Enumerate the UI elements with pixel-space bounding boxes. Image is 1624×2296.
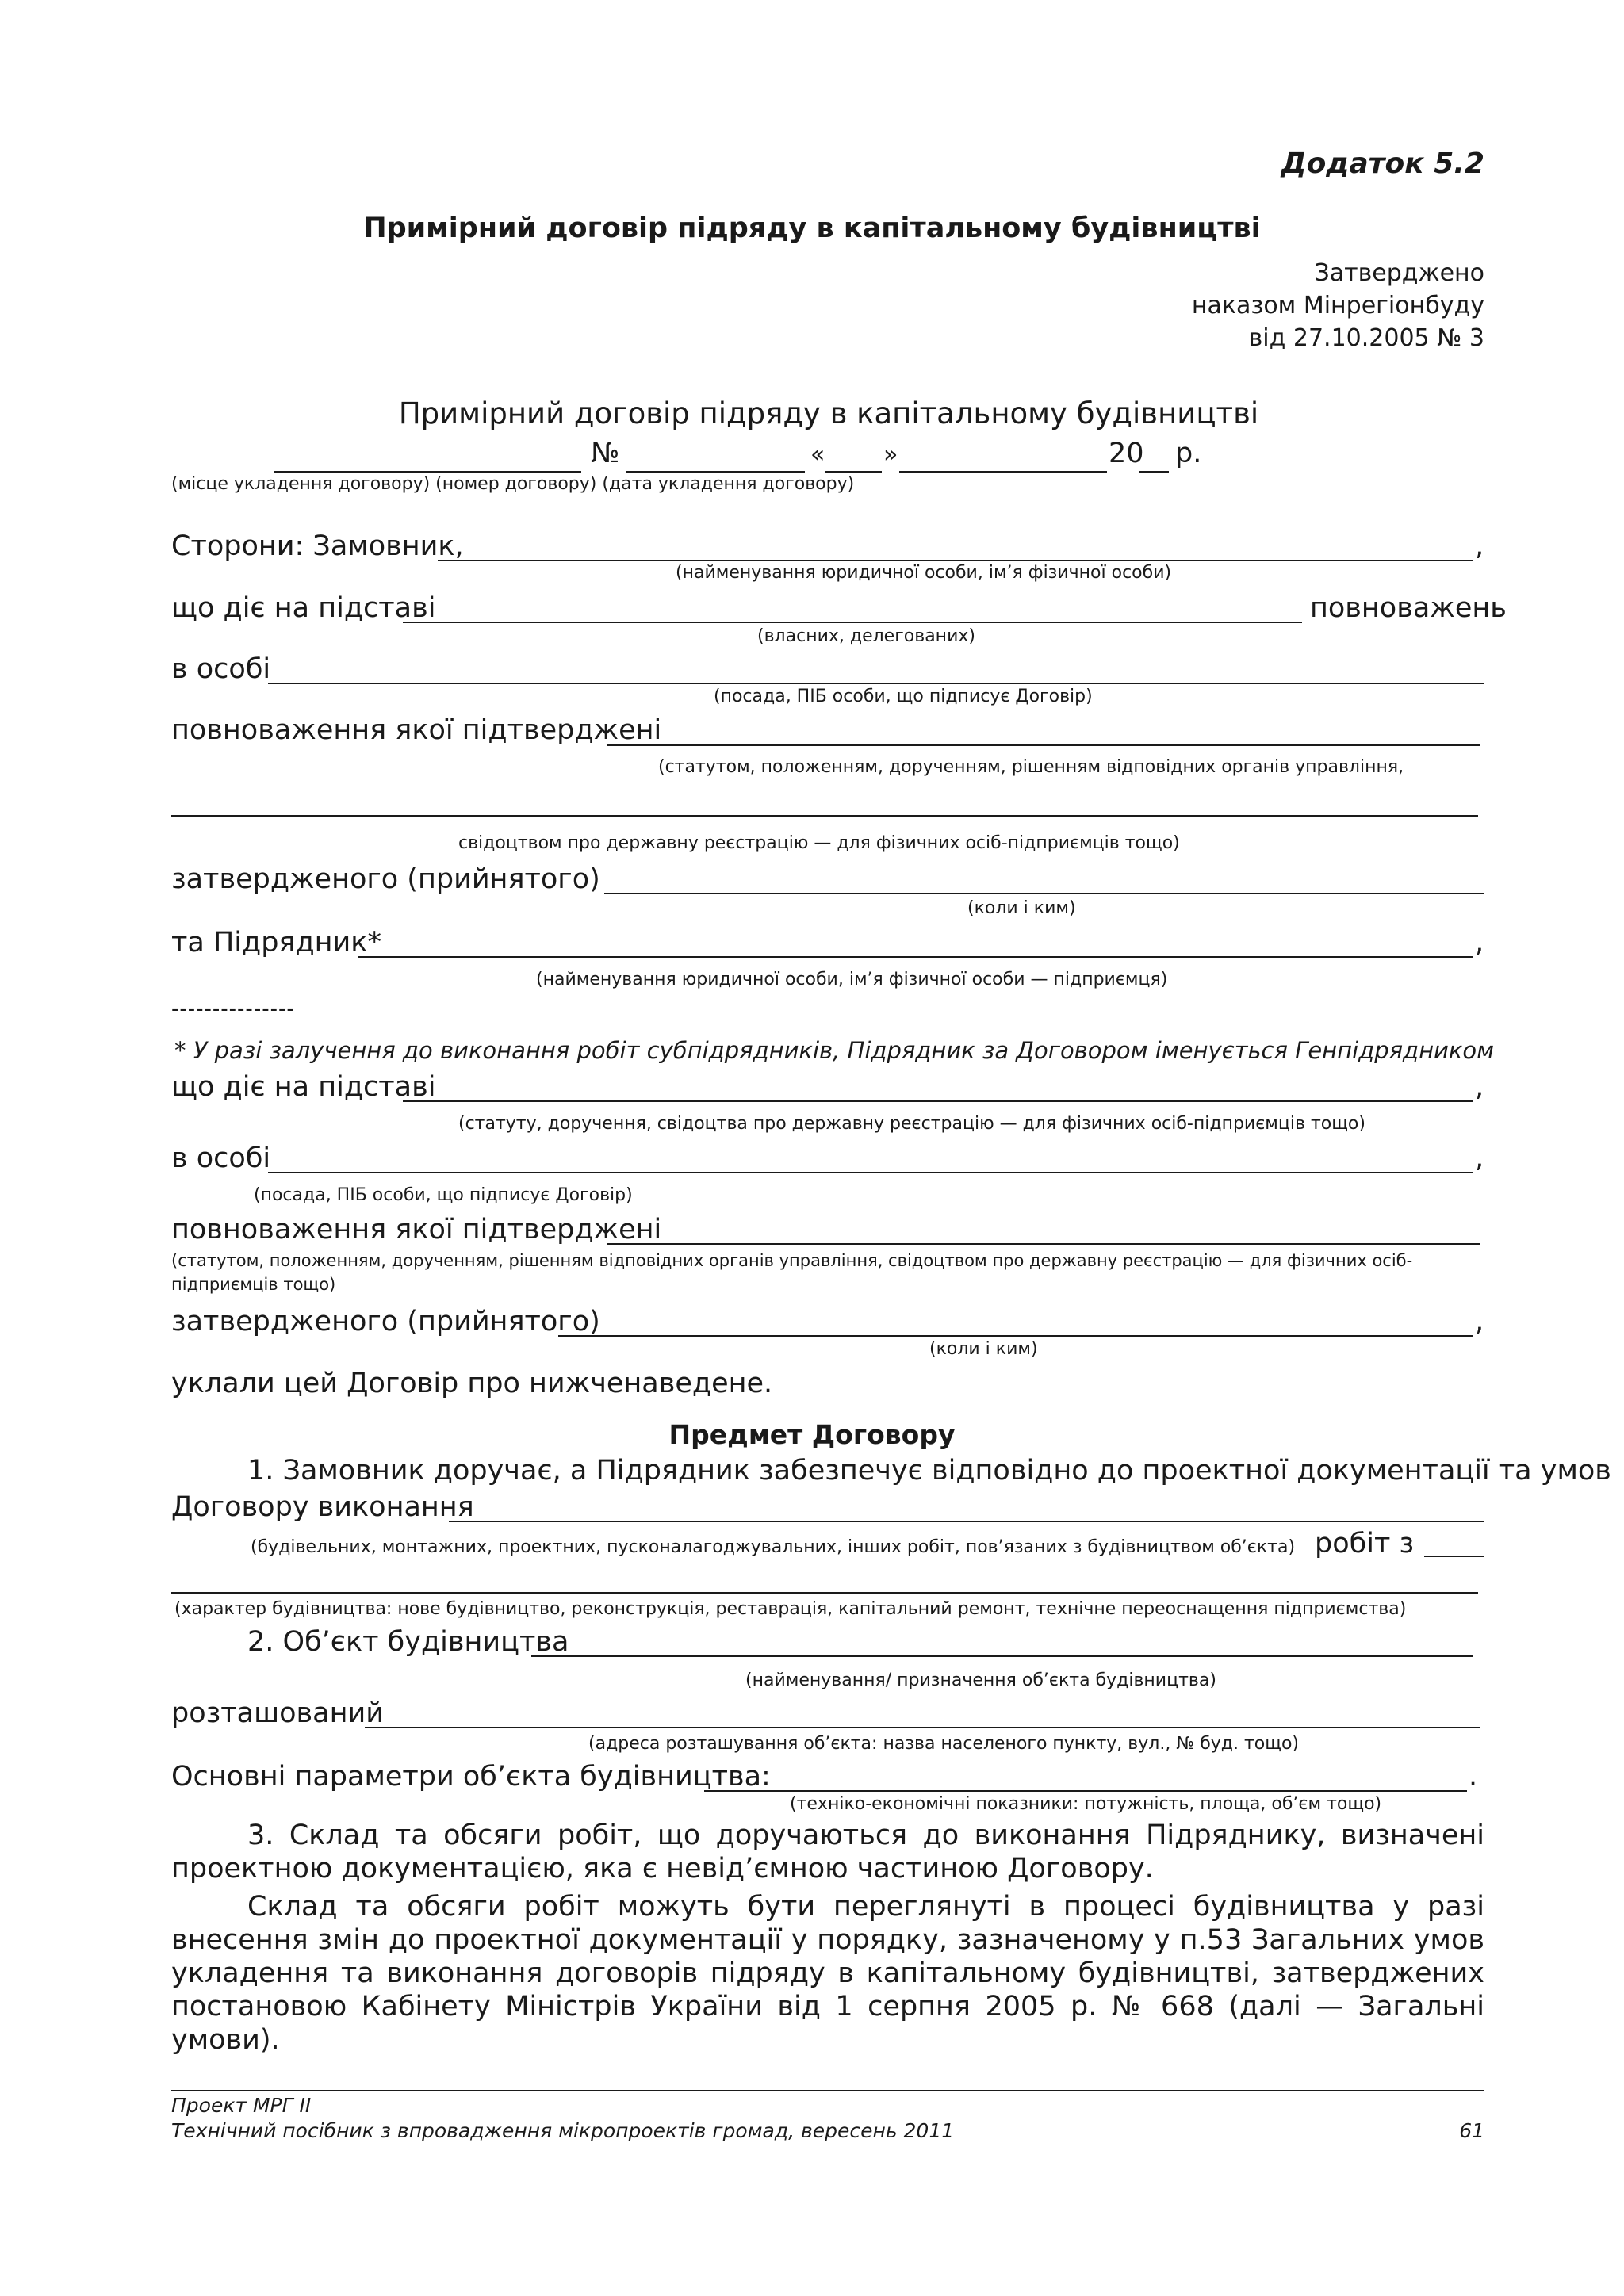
paragraph-4: Склад та обсяги робіт можуть бути переглянуті в процесі будівництва у разі внесення змін до проектної документації у порядку, зазначеному у п.53 Загальних умов укладення та виконання договорів підряду в капітальному будівництві, затверджених постановою Кабінету Міністрів України від 1 серпня 2005 р. № 668 (далі — Загальні умови). [171,1891,1484,2056]
place-blank [274,471,581,473]
contractor-basis-caption: (статуту, доручення, свідоцтва про державну реєстрацію — для фізичних осіб-підприємців тощо) [458,1114,1365,1134]
customer-approved-label: затвердженого (прийнятого) [171,863,600,895]
works-suffix: робіт з [1315,1528,1415,1559]
footer-manual: Технічний посібник з впровадження мікропроектів громад, вересень 2011 [171,2119,955,2142]
object-caption: (найменування/ призначення об’єкта будівництва) [745,1670,1216,1690]
customer-authority-blank-2 [171,815,1478,817]
contractor-authority-label: повноваження якої підтверджені [171,1214,662,1246]
params-dot: . [1469,1761,1478,1793]
customer-basis-blank [403,622,1302,623]
contractor-approved-label: затвердженого (прийнятого) [171,1306,600,1337]
footer-project: Проект МРГ ІІ [171,2094,312,2117]
customer-label: Сторони: Замовник, [171,530,464,562]
customer-authority-label: повноваження якої підтверджені [171,714,662,746]
object-blank [531,1655,1473,1657]
year-prefix: 20 [1109,438,1144,469]
document-title: Примірний договір підряду в капітальному будівництві [363,212,1261,244]
footnote-dashes: --------------- [171,997,295,1021]
page-number: 61 [1459,2119,1484,2142]
customer-authority-caption-2: свідоцтвом про державну реєстрацію — для фізичних осіб-підприємців тощо) [458,833,1180,853]
params-label: Основні параметри об’єкта будівництва: [171,1761,771,1793]
paragraph-3: 3. Склад та обсяги робіт, що доручаються до виконання Підряднику, визначені проектною документацією, яка є невід’ємною частиною Договору. [171,1820,1484,1885]
works-type-blank-2 [171,1592,1478,1594]
contractor-comma: , [1475,927,1484,959]
day-blank [825,471,882,473]
subject-heading: Предмет Договору [668,1419,956,1450]
number-blank [626,471,805,473]
works-type-blank [1424,1556,1484,1557]
location-blank [365,1727,1480,1728]
approval-line-2: наказом Мінрегіонбуду [1191,292,1484,320]
contractor-caption: (найменування юридичної особи, ім’я фізичної особи — підприємця) [536,970,1168,989]
customer-person-blank [268,683,1484,684]
year-suffix: р. [1175,438,1202,469]
subject-p1-line2-label: Договору виконання [171,1491,474,1523]
location-label: розташований [171,1697,384,1729]
contractor-person-blank [268,1172,1473,1173]
contractor-authority-blank [607,1243,1480,1245]
contractor-person-comma: , [1475,1142,1484,1174]
contractor-approved-blank [558,1335,1473,1337]
number-sign: № [591,438,620,469]
contract-title: Примірний договір підряду в капітальному будівництві [398,396,1259,430]
concluded-text: уклали цей Договір про нижченаведене. [171,1368,773,1399]
subcontractor-footnote: * У разі залучення до виконання робіт субпідрядників, Підрядник за Договором іменується Генпідрядником [174,1037,1495,1064]
contractor-person-label: в особі [171,1142,271,1174]
params-caption: (техніко-економічні показники: потужність, площа, об’єм тощо) [790,1794,1382,1814]
location-caption: (адреса розташування об’єкта: назва населеного пункту, вул., № буд. тощо) [588,1734,1300,1754]
appendix-label: Додаток 5.2 [1281,147,1484,180]
customer-basis-suffix: повноважень [1310,592,1507,624]
customer-caption: (найменування юридичної особи, ім’я фізичної особи) [676,563,1172,583]
approval-line-1: Затверджено [1314,259,1484,287]
contractor-label: та Підрядник* [171,927,381,959]
quote-close: » [883,441,898,469]
header-caption: (місце укладення договору) (номер договору) (дата укладення договору) [171,474,855,494]
works-blank [449,1521,1484,1522]
approval-line-3: від 27.10.2005 № 3 [1248,324,1484,352]
params-blank [704,1790,1467,1792]
contractor-name-blank [358,956,1473,958]
customer-name-blank [438,560,1473,561]
contractor-person-caption: (посада, ПІБ особи, що підписує Договір) [254,1185,633,1205]
customer-comma: , [1475,530,1484,562]
customer-authority-caption-1: (статутом, положенням, дорученням, рішенням відповідних органів управління, [658,757,1404,777]
customer-basis-label: що діє на підставі [171,592,436,624]
contractor-approved-comma: , [1475,1306,1484,1337]
customer-basis-caption: (власних, делегованих) [757,626,975,646]
contractor-basis-comma: , [1475,1071,1484,1103]
customer-approved-caption: (коли і ким) [967,898,1076,918]
works-type-caption: (характер будівництва: нове будівництво, реконструкція, реставрація, капітальний ремонт, технічне переоснащення підприємства) [174,1599,1407,1619]
approval-block [1192,257,1484,354]
works-caption: (будівельних, монтажних, проектних, пусконалагоджувальних, інших робіт, пов’язаних з будівництвом об’єкта) [251,1537,1296,1557]
month-blank [899,471,1107,473]
customer-approved-blank [604,893,1484,894]
contractor-authority-caption-2: підприємців тощо) [171,1275,336,1294]
contractor-approved-caption: (коли і ким) [929,1339,1038,1359]
footer-rule [171,2090,1484,2091]
subject-p1-line1: 1. Замовник доручає, а Підрядник забезпечує відповідно до проектної документації та умов [247,1455,1611,1487]
customer-person-label: в особі [171,653,271,685]
contractor-authority-caption-1: (статутом, положенням, дорученням, рішенням відповідних органів управління, свідоцтвом про державну реєстрацію — для фізичних осіб- [171,1251,1413,1270]
contractor-basis-blank [403,1100,1473,1102]
customer-authority-blank [607,744,1480,746]
contractor-basis-label: що діє на підставі [171,1071,436,1103]
year-blank [1139,471,1169,473]
customer-person-caption: (посада, ПІБ особи, що підписує Договір) [714,687,1093,706]
object-label: 2. Об’єкт будівництва [247,1626,569,1658]
quote-open: « [810,441,825,469]
